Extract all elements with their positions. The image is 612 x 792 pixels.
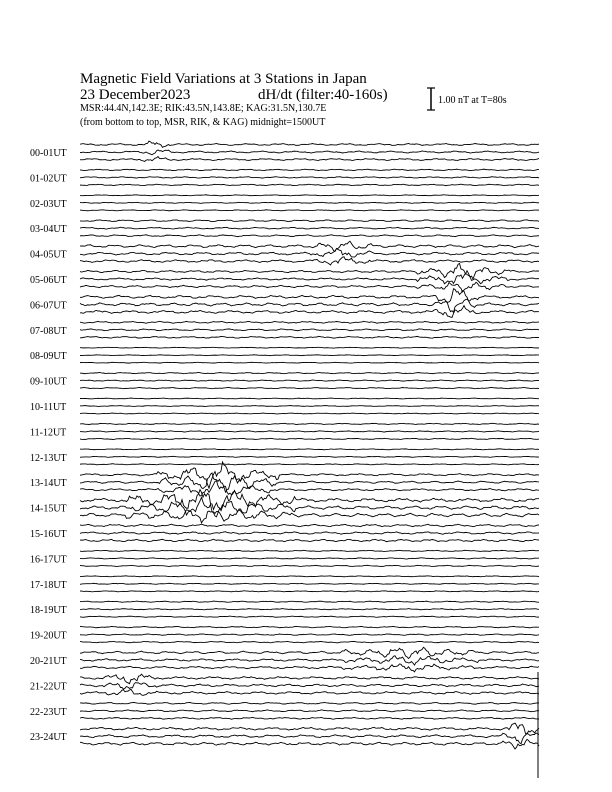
trace-02-03UT-KAG [80, 195, 539, 196]
trace-04-05UT-KAG [80, 241, 539, 251]
row-label-23-24UT: 23-24UT [30, 732, 67, 744]
row-label-01-02UT: 01-02UT [30, 173, 67, 185]
trace-04-05UT-MSR [80, 257, 539, 265]
row-label-03-04UT: 03-04UT [30, 224, 67, 236]
trace-12-13UT-MSR [80, 464, 539, 465]
trace-11-12UT-MSR [80, 438, 539, 439]
trace-19-20UT-RIK [80, 634, 539, 635]
order-note: (from bottom to top, MSR, RIK, & KAG) midnight=1500UT [80, 117, 326, 128]
trace-18-19UT-RIK [80, 609, 539, 610]
row-label-11-12UT: 11-12UT [30, 427, 67, 439]
trace-09-10UT-MSR [80, 387, 539, 388]
trace-02-03UT-MSR [80, 210, 539, 211]
trace-22-23UT-RIK [80, 710, 539, 712]
stations-label: MSR:44.4N,142.3E; RIK:43.5N,143.8E; KAG:31.5N,130.7E [80, 103, 327, 114]
scale-bar-label: 1.00 nT at T=80s [438, 95, 507, 106]
trace-05-06UT-KAG [80, 263, 539, 279]
trace-15-16UT-KAG [80, 524, 539, 527]
row-label-14-15UT: 14-15UT [30, 503, 67, 515]
trace-20-21UT-MSR [80, 664, 539, 672]
row-label-20-21UT: 20-21UT [30, 656, 67, 667]
trace-18-19UT-MSR [80, 616, 539, 617]
trace-22-23UT-MSR [80, 717, 539, 719]
row-label-05-06UT: 05-06UT [30, 275, 67, 286]
trace-11-12UT-KAG [80, 423, 539, 424]
row-label-18-19UT: 18-19UT [30, 605, 67, 617]
trace-10-11UT-MSR [80, 413, 539, 414]
trace-05-06UT-RIK [80, 273, 539, 283]
trace-09-10UT-KAG [80, 372, 539, 373]
trace-05-06UT-MSR [80, 282, 539, 292]
row-label-17-18UT: 17-18UT [30, 579, 67, 591]
trace-16-17UT-KAG [80, 550, 539, 551]
trace-19-20UT-MSR [80, 641, 539, 642]
trace-17-18UT-MSR [80, 591, 539, 592]
trace-00-01UT-RIK [80, 150, 539, 155]
chart-title: Magnetic Field Variations at 3 Stations in Japan [80, 71, 367, 87]
trace-23-24UT-RIK [80, 733, 539, 744]
trace-14-15UT-MSR [80, 510, 539, 523]
trace-13-14UT-KAG [80, 462, 539, 488]
trace-17-18UT-KAG [80, 576, 539, 577]
trace-10-11UT-KAG [80, 398, 539, 399]
trace-18-19UT-KAG [80, 601, 539, 602]
trace-12-13UT-KAG [80, 449, 539, 450]
row-label-00-01UT: 00-01UT [30, 148, 67, 159]
row-label-04-05UT: 04-05UT [30, 249, 67, 261]
parameter-label: dH/dt (filter:40-160s) [258, 87, 388, 103]
trace-16-17UT-MSR [80, 565, 539, 566]
trace-20-21UT-KAG [80, 647, 539, 658]
trace-07-08UT-MSR [80, 336, 539, 338]
traces [80, 141, 539, 778]
trace-08-09UT-RIK [80, 355, 539, 356]
trace-08-09UT-KAG [80, 347, 539, 348]
row-label-19-20UT: 19-20UT [30, 630, 67, 642]
trace-19-20UT-KAG [80, 626, 539, 627]
row-label-22-23UT: 22-23UT [30, 706, 67, 718]
row-label-12-13UT: 12-13UT [30, 452, 67, 464]
trace-17-18UT-RIK [80, 583, 539, 584]
trace-01-02UT-RIK [80, 177, 539, 178]
trace-10-11UT-RIK [80, 406, 539, 407]
trace-07-08UT-RIK [80, 329, 539, 331]
trace-04-05UT-RIK [80, 248, 539, 257]
trace-06-07UT-KAG [80, 289, 539, 302]
date-label: 23 December2023 [80, 87, 191, 103]
trace-22-23UT-KAG [80, 702, 539, 704]
trace-20-21UT-RIK [80, 656, 539, 665]
trace-03-04UT-MSR [80, 235, 539, 237]
trace-09-10UT-RIK [80, 380, 539, 381]
row-label-16-17UT: 16-17UT [30, 554, 67, 566]
row-label-10-11UT: 10-11UT [30, 402, 67, 413]
scale-bar [427, 88, 435, 110]
row-label-15-16UT: 15-16UT [30, 529, 67, 540]
trace-12-13UT-RIK [80, 456, 539, 457]
row-label-21-22UT: 21-22UT [30, 681, 67, 693]
row-label-13-14UT: 13-14UT [30, 478, 67, 490]
row-label-07-08UT: 07-08UT [30, 325, 67, 337]
trace-01-02UT-MSR [80, 184, 539, 185]
row-label-06-07UT: 06-07UT [30, 300, 67, 312]
trace-00-01UT-KAG [80, 141, 539, 147]
trace-21-22UT-MSR [80, 689, 539, 695]
trace-06-07UT-MSR [80, 306, 539, 318]
trace-07-08UT-KAG [80, 321, 539, 323]
trace-21-22UT-KAG [80, 674, 539, 683]
trace-00-01UT-MSR [80, 157, 539, 162]
trace-23-24UT-MSR [80, 739, 539, 749]
trace-03-04UT-KAG [80, 220, 539, 222]
trace-02-03UT-RIK [80, 202, 539, 203]
trace-21-22UT-RIK [80, 683, 539, 690]
row-label-09-10UT: 09-10UT [30, 376, 67, 388]
trace-23-24UT-KAG [80, 723, 539, 734]
row-labels [30, 148, 67, 743]
row-label-02-03UT: 02-03UT [30, 198, 67, 210]
trace-01-02UT-KAG [80, 169, 539, 171]
trace-16-17UT-RIK [80, 558, 539, 559]
trace-03-04UT-RIK [80, 227, 539, 229]
row-label-08-09UT: 08-09UT [30, 351, 67, 363]
trace-15-16UT-MSR [80, 539, 539, 541]
trace-11-12UT-RIK [80, 431, 539, 432]
trace-08-09UT-MSR [80, 362, 539, 363]
trace-15-16UT-RIK [80, 532, 539, 535]
